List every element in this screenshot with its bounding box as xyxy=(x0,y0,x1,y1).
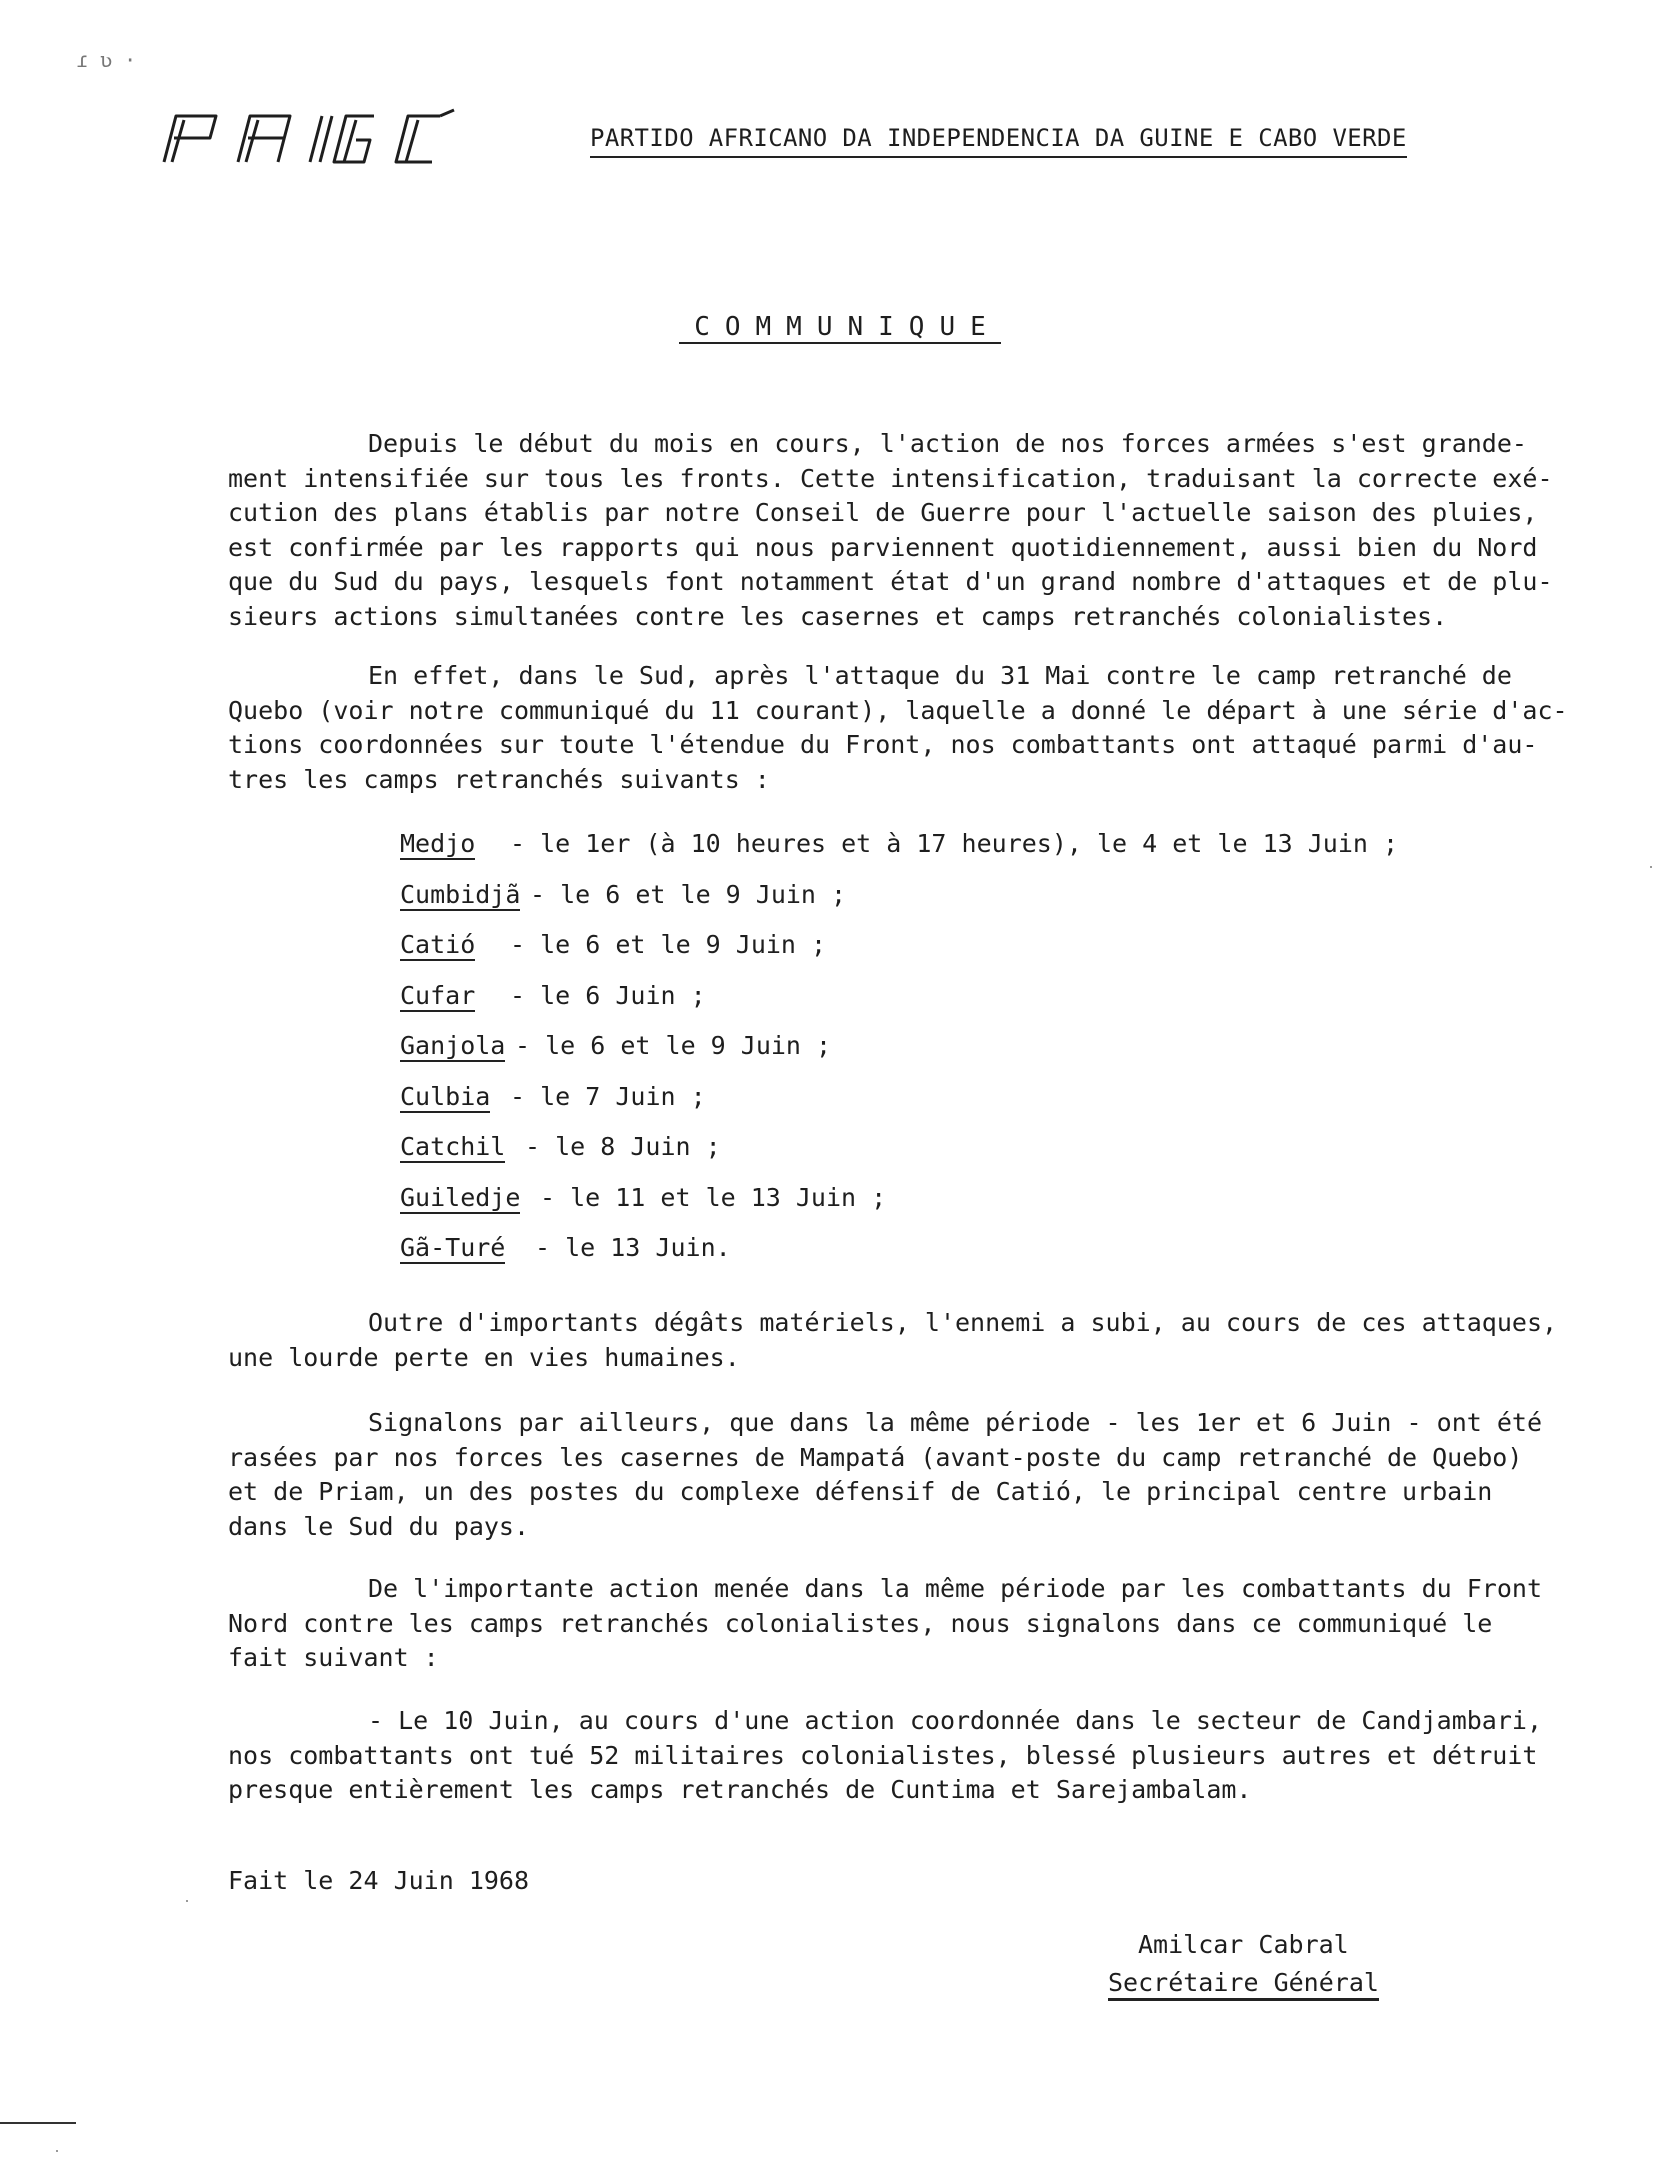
text-line: rasées par nos forces les casernes de Mampatá (avant-poste du camp retranché de Quebo) xyxy=(228,1442,1523,1472)
text-line: nos combattants ont tué 52 militaires colonialistes, blessé plusieurs autres et détruit xyxy=(228,1740,1538,1770)
party-logo xyxy=(150,108,510,168)
camp-name: Cufar xyxy=(400,980,476,1010)
camp-name: Gã-Turé xyxy=(400,1233,506,1262)
signatory-name: Amilcar Cabral xyxy=(1138,1930,1349,1959)
text-line: tres les camps retranchés suivants : xyxy=(228,764,770,794)
paragraph-south xyxy=(228,659,1608,797)
paragraph-north xyxy=(228,1572,1608,1676)
text-line: Depuis le début du mois en cours, l'action de nos forces armées s'est grande- xyxy=(368,429,1527,458)
camp-name: Medjo xyxy=(400,829,476,858)
scan-artifact-dot xyxy=(1650,866,1652,868)
attack-dates: - le 6 et le 9 Juin ; xyxy=(515,1031,832,1060)
logo-text: PAIGC xyxy=(330,148,334,149)
text-line: Outre d'importants dégâts matériels, l'ennemi a subi, au cours de ces attaques, xyxy=(368,1308,1558,1337)
text-line: sieurs actions simultanées contre les casernes et camps retranchés colonialistes. xyxy=(228,601,1448,631)
text-line: une lourde perte en vies humaines. xyxy=(228,1342,740,1372)
text-line: cution des plans établis par notre Conseil de Guerre pour l'actuelle saison des pluies, xyxy=(228,498,1538,527)
signatory-title: Secrétaire Général xyxy=(1108,1968,1379,2001)
camp-name: Guiledje xyxy=(400,1182,521,1212)
document-title: COMMUNIQUE xyxy=(679,312,1001,344)
scan-artifact-dot xyxy=(56,2150,58,2152)
text-line: Quebo (voir notre communiqué du 11 courant), laquelle a donné le départ à une série d'ac- xyxy=(228,695,1568,725)
paragraph-candjambari xyxy=(228,1704,1608,1808)
attack-dates: - le 7 Juin ; xyxy=(510,1081,706,1111)
text-line: que du Sud du pays, lesquels font notamment état d'un grand nombre d'attaques et de plu- xyxy=(228,567,1553,596)
attack-dates: - le 11 et le 13 Juin ; xyxy=(540,1182,887,1212)
paragraph-losses xyxy=(228,1306,1608,1375)
text-line: dans le Sud du pays. xyxy=(228,1511,530,1541)
corner-mark: ɾ ʋ · xyxy=(76,48,137,72)
paragraph-barracks xyxy=(228,1406,1608,1544)
attack-dates: - le 6 et le 9 Juin ; xyxy=(510,930,827,959)
attack-dates: - le 6 et le 9 Juin ; xyxy=(530,879,847,909)
text-line: presque entièrement les camps retranchés de Cuntima et Sarejambalam. xyxy=(228,1775,1252,1804)
text-line: De l'importante action menée dans la même période par les combattants du Front xyxy=(368,1574,1542,1603)
camp-name: Catió xyxy=(400,930,476,959)
text-line: ment intensifiée sur tous les fronts. Cette intensification, traduisant la correcte exé- xyxy=(228,463,1553,493)
attack-dates: - le 1er (à 10 heures et à 17 heures), le 4 et le 13 Juin ; xyxy=(510,829,1399,858)
camp-name: Ganjola xyxy=(400,1031,506,1060)
text-line: tions coordonnées sur toute l'étendue du Front, nos combattants ont attaqué parmi d'au- xyxy=(228,730,1538,759)
camp-name: Catchil xyxy=(400,1132,506,1161)
text-line: En effet, dans le Sud, après l'attaque du 31 Mai contre le camp retranché de xyxy=(368,661,1512,690)
text-line: Nord contre les camps retranchés colonialistes, nous signalons dans ce communiqué le xyxy=(228,1608,1493,1638)
document-title-block xyxy=(0,312,1680,342)
camp-name: Culbia xyxy=(400,1081,491,1111)
text-line: fait suivant : xyxy=(228,1643,439,1672)
attack-dates: - le 6 Juin ; xyxy=(510,980,706,1010)
attack-dates: - le 13 Juin. xyxy=(535,1233,731,1262)
scan-artifact-line xyxy=(0,2122,76,2124)
party-name: PARTIDO AFRICANO DA INDEPENDENCIA DA GUINE E CABO VERDE xyxy=(590,124,1407,158)
text-line: Signalons par ailleurs, que dans la même période - les 1er et 6 Juin - ont été xyxy=(368,1408,1542,1437)
paragraph-intro xyxy=(228,427,1608,634)
camp-name: Cumbidjã xyxy=(400,879,521,909)
date-line: Fait le 24 Juin 1968 xyxy=(228,1866,530,1895)
attack-dates: - le 8 Juin ; xyxy=(525,1132,721,1161)
text-line: est confirmée par les rapports qui nous parviennent quotidiennement, aussi bien du Nord xyxy=(228,532,1538,562)
scan-artifact-dot xyxy=(186,1900,188,1902)
text-line: - Le 10 Juin, au cours d'une action coordonnée dans le secteur de Candjambari, xyxy=(368,1706,1542,1735)
text-line: et de Priam, un des postes du complexe défensif de Catió, le principal centre urbain xyxy=(228,1477,1493,1506)
